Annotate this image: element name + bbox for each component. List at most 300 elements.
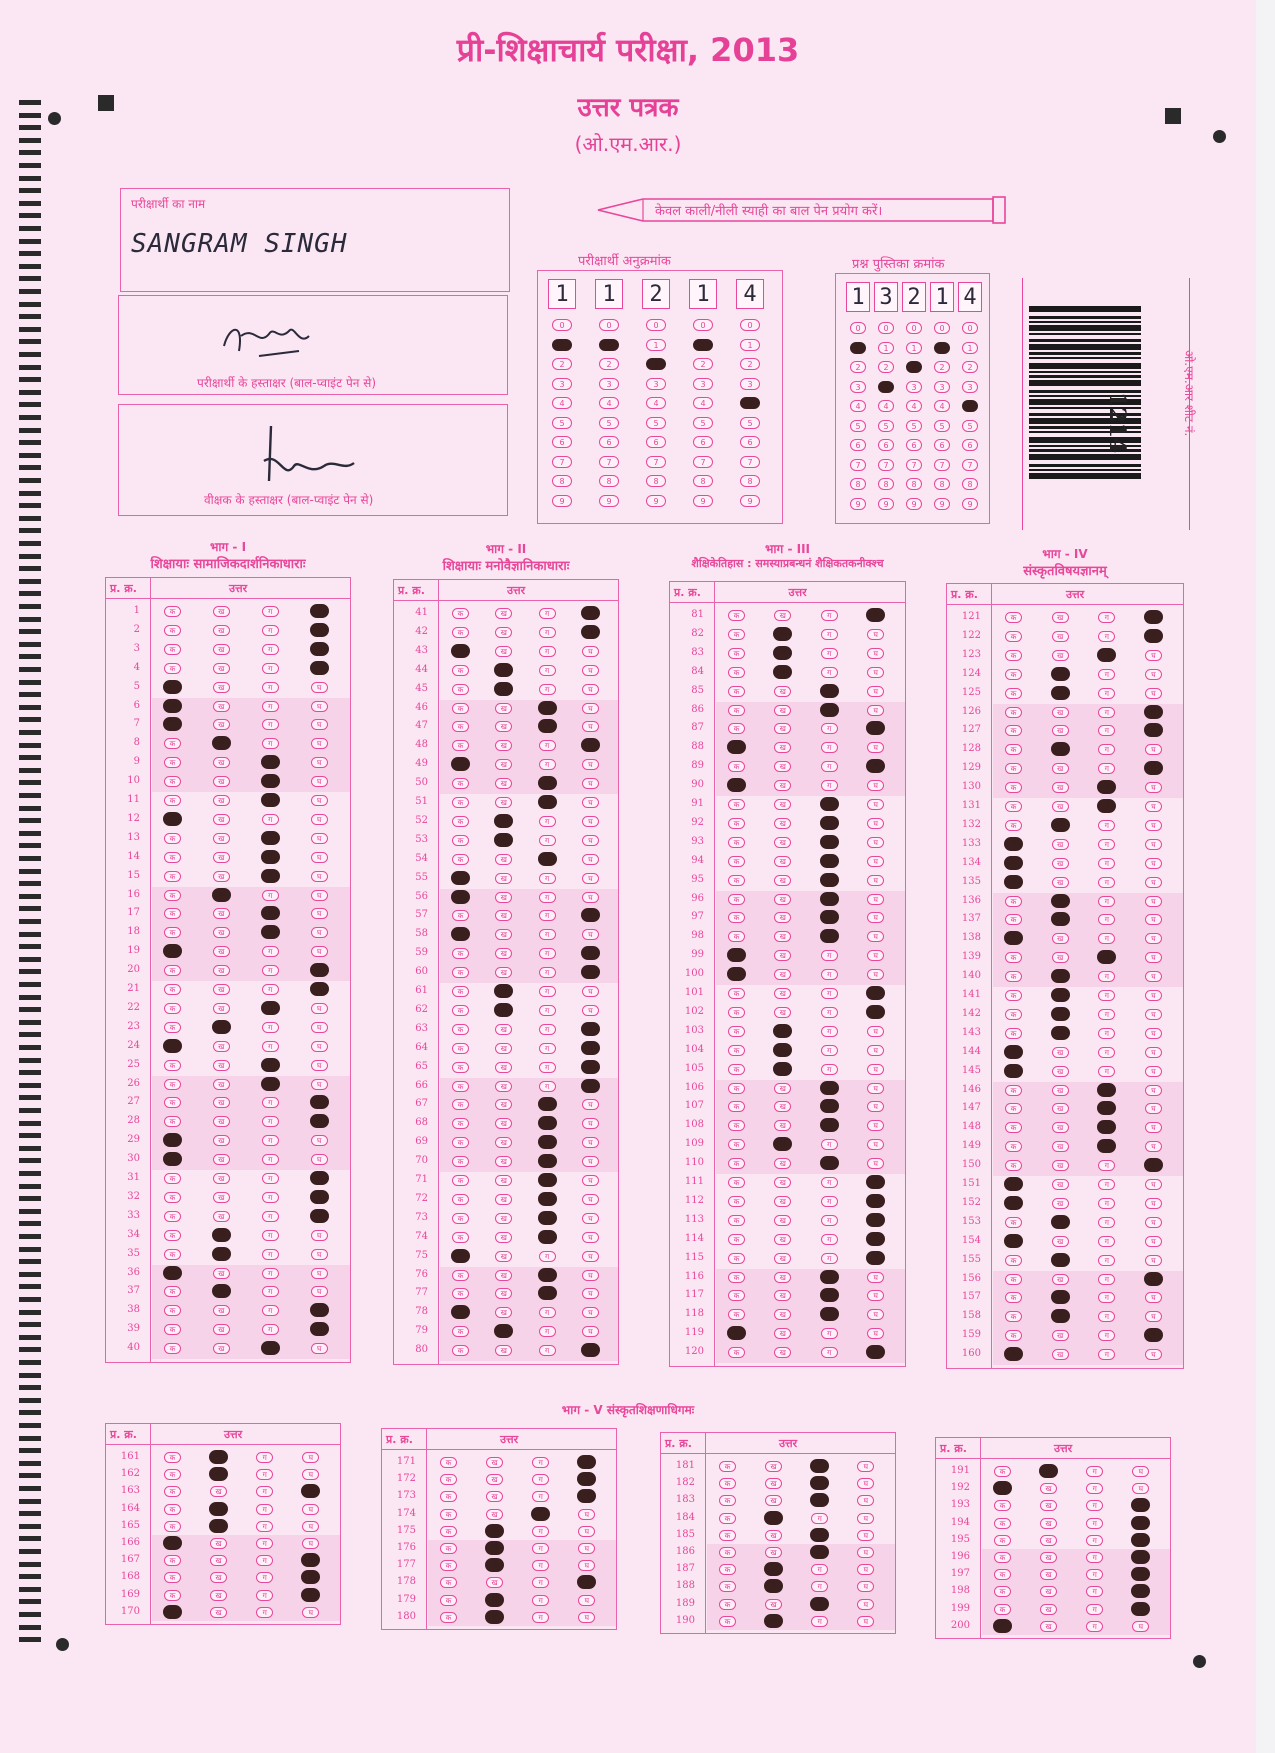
answer-bubble-q172-3[interactable]: ग: [532, 1474, 549, 1485]
answer-bubble-q99-1[interactable]: क: [727, 948, 746, 962]
roll-bubble-5-0[interactable]: 0: [740, 319, 760, 331]
answer-bubble-q87-3[interactable]: ग: [821, 723, 838, 734]
answer-bubble-q15-3[interactable]: ग: [261, 869, 280, 883]
answer-bubble-q84-1[interactable]: क: [728, 667, 745, 678]
answer-bubble-q27-3[interactable]: ग: [262, 1097, 279, 1108]
answer-bubble-q177-1[interactable]: क: [440, 1560, 457, 1571]
answer-bubble-q8-3[interactable]: ग: [262, 738, 279, 749]
answer-bubble-q31-2[interactable]: ख: [213, 1173, 230, 1184]
answer-bubble-q9-1[interactable]: क: [164, 757, 181, 768]
answer-bubble-q105-2[interactable]: ख: [773, 1062, 792, 1076]
answer-bubble-q46-2[interactable]: ख: [495, 703, 512, 714]
answer-bubble-q53-2[interactable]: ख: [494, 833, 513, 847]
answer-bubble-q25-2[interactable]: ख: [213, 1060, 230, 1071]
answer-bubble-q198-1[interactable]: क: [994, 1586, 1011, 1597]
answer-bubble-q194-3[interactable]: ग: [1086, 1518, 1103, 1529]
answer-bubble-q91-2[interactable]: ख: [774, 799, 791, 810]
answer-bubble-q121-1[interactable]: क: [1005, 612, 1022, 623]
answer-bubble-q196-1[interactable]: क: [994, 1552, 1011, 1563]
answer-bubble-q30-4[interactable]: घ: [311, 1154, 328, 1165]
answer-bubble-q81-1[interactable]: क: [728, 610, 745, 621]
answer-bubble-q73-1[interactable]: क: [452, 1213, 469, 1224]
answer-bubble-q175-1[interactable]: क: [440, 1526, 457, 1537]
answer-bubble-q166-2[interactable]: ख: [210, 1538, 227, 1549]
answer-bubble-q191-4[interactable]: घ: [1132, 1466, 1149, 1477]
answer-bubble-q130-1[interactable]: क: [1005, 782, 1022, 793]
answer-bubble-q175-2[interactable]: ख: [485, 1524, 504, 1538]
answer-bubble-q158-1[interactable]: क: [1005, 1311, 1022, 1322]
answer-bubble-q135-3[interactable]: ग: [1098, 877, 1115, 888]
roll-bubble-1-5[interactable]: 5: [552, 417, 572, 429]
answer-bubble-q1-3[interactable]: ग: [262, 606, 279, 617]
answer-bubble-q37-3[interactable]: ग: [262, 1286, 279, 1297]
answer-bubble-q109-4[interactable]: घ: [867, 1139, 884, 1150]
answer-bubble-q56-1[interactable]: क: [451, 890, 470, 904]
answer-bubble-q57-3[interactable]: ग: [539, 910, 556, 921]
booklet-bubble-5-9[interactable]: 9: [962, 498, 978, 510]
answer-bubble-q200-3[interactable]: ग: [1086, 1621, 1103, 1632]
answer-bubble-q104-2[interactable]: ख: [773, 1043, 792, 1057]
answer-bubble-q89-1[interactable]: क: [728, 761, 745, 772]
answer-bubble-q134-2[interactable]: ख: [1052, 858, 1069, 869]
answer-bubble-q123-1[interactable]: क: [1005, 650, 1022, 661]
answer-bubble-q167-4[interactable]: घ: [301, 1553, 320, 1567]
answer-bubble-q113-3[interactable]: ग: [821, 1215, 838, 1226]
answer-bubble-q136-2[interactable]: ख: [1051, 894, 1070, 908]
answer-bubble-q67-4[interactable]: घ: [582, 1099, 599, 1110]
answer-bubble-q30-2[interactable]: ख: [213, 1154, 230, 1165]
answer-bubble-q131-3[interactable]: ग: [1097, 799, 1116, 813]
answer-bubble-q155-3[interactable]: ग: [1098, 1255, 1115, 1266]
answer-bubble-q161-2[interactable]: ख: [209, 1450, 228, 1464]
answer-bubble-q58-1[interactable]: क: [451, 927, 470, 941]
answer-bubble-q67-1[interactable]: क: [452, 1099, 469, 1110]
answer-bubble-q79-1[interactable]: क: [452, 1326, 469, 1337]
answer-bubble-q34-3[interactable]: ग: [262, 1230, 279, 1241]
answer-bubble-q44-1[interactable]: क: [452, 665, 469, 676]
roll-bubble-4-7[interactable]: 7: [693, 456, 713, 468]
answer-bubble-q50-4[interactable]: घ: [582, 778, 599, 789]
answer-bubble-q91-1[interactable]: क: [728, 799, 745, 810]
answer-bubble-q40-2[interactable]: ख: [213, 1343, 230, 1354]
answer-bubble-q22-4[interactable]: घ: [311, 1003, 328, 1014]
answer-bubble-q153-3[interactable]: ग: [1098, 1217, 1115, 1228]
answer-bubble-q98-3[interactable]: ग: [820, 929, 839, 943]
answer-bubble-q108-1[interactable]: क: [728, 1120, 745, 1131]
answer-bubble-q108-4[interactable]: घ: [867, 1120, 884, 1131]
answer-bubble-q179-2[interactable]: ख: [485, 1593, 504, 1607]
answer-bubble-q181-3[interactable]: ग: [810, 1459, 829, 1473]
answer-bubble-q49-3[interactable]: ग: [539, 759, 556, 770]
answer-bubble-q35-2[interactable]: ख: [212, 1247, 231, 1261]
answer-bubble-q154-3[interactable]: ग: [1098, 1236, 1115, 1247]
answer-bubble-q21-2[interactable]: ख: [213, 984, 230, 995]
answer-bubble-q164-1[interactable]: क: [164, 1504, 181, 1515]
answer-bubble-q200-4[interactable]: घ: [1132, 1621, 1149, 1632]
answer-bubble-q152-2[interactable]: ख: [1052, 1198, 1069, 1209]
answer-bubble-q26-1[interactable]: क: [164, 1079, 181, 1090]
answer-bubble-q76-2[interactable]: ख: [495, 1270, 512, 1281]
answer-bubble-q13-3[interactable]: ग: [261, 831, 280, 845]
answer-bubble-q104-4[interactable]: घ: [867, 1045, 884, 1056]
answer-bubble-q78-3[interactable]: ग: [539, 1307, 556, 1318]
answer-bubble-q95-1[interactable]: क: [728, 875, 745, 886]
answer-bubble-q148-3[interactable]: ग: [1097, 1120, 1116, 1134]
answer-bubble-q111-3[interactable]: ग: [821, 1177, 838, 1188]
answer-bubble-q111-2[interactable]: ख: [774, 1177, 791, 1188]
answer-bubble-q178-1[interactable]: क: [440, 1577, 457, 1588]
answer-bubble-q131-2[interactable]: ख: [1052, 801, 1069, 812]
answer-bubble-q47-2[interactable]: ख: [495, 721, 512, 732]
answer-bubble-q84-2[interactable]: ख: [773, 665, 792, 679]
roll-bubble-2-9[interactable]: 9: [599, 495, 619, 507]
answer-bubble-q114-4[interactable]: घ: [866, 1232, 885, 1246]
answer-bubble-q139-4[interactable]: घ: [1145, 952, 1162, 963]
answer-bubble-q32-4[interactable]: घ: [310, 1190, 329, 1204]
answer-bubble-q150-4[interactable]: घ: [1144, 1158, 1163, 1172]
answer-bubble-q190-3[interactable]: ग: [811, 1616, 828, 1627]
answer-bubble-q174-1[interactable]: क: [440, 1509, 457, 1520]
answer-bubble-q84-4[interactable]: घ: [867, 667, 884, 678]
answer-bubble-q188-3[interactable]: ग: [811, 1581, 828, 1592]
answer-bubble-q148-4[interactable]: घ: [1145, 1122, 1162, 1133]
answer-bubble-q41-3[interactable]: ग: [539, 608, 556, 619]
answer-bubble-q191-1[interactable]: क: [994, 1466, 1011, 1477]
answer-bubble-q172-4[interactable]: घ: [577, 1472, 596, 1486]
answer-bubble-q60-3[interactable]: ग: [539, 967, 556, 978]
answer-bubble-q65-4[interactable]: घ: [581, 1060, 600, 1074]
answer-bubble-q15-1[interactable]: क: [164, 871, 181, 882]
answer-bubble-q51-4[interactable]: घ: [582, 797, 599, 808]
roll-bubble-1-7[interactable]: 7: [552, 456, 572, 468]
booklet-bubble-5-5[interactable]: 5: [962, 420, 978, 432]
answer-bubble-q29-3[interactable]: ग: [262, 1135, 279, 1146]
answer-bubble-q20-2[interactable]: ख: [213, 965, 230, 976]
answer-bubble-q34-2[interactable]: ख: [212, 1228, 231, 1242]
answer-bubble-q124-3[interactable]: ग: [1098, 669, 1115, 680]
answer-bubble-q39-1[interactable]: क: [164, 1324, 181, 1335]
answer-bubble-q195-3[interactable]: ग: [1086, 1535, 1103, 1546]
answer-bubble-q7-4[interactable]: घ: [311, 719, 328, 730]
answer-bubble-q129-2[interactable]: ख: [1052, 763, 1069, 774]
booklet-bubble-1-9[interactable]: 9: [850, 498, 866, 510]
answer-bubble-q28-2[interactable]: ख: [213, 1116, 230, 1127]
answer-bubble-q83-1[interactable]: क: [728, 648, 745, 659]
answer-bubble-q176-3[interactable]: ग: [532, 1543, 549, 1554]
answer-bubble-q84-3[interactable]: ग: [821, 667, 838, 678]
answer-bubble-q117-2[interactable]: ख: [774, 1290, 791, 1301]
answer-bubble-q192-4[interactable]: घ: [1132, 1483, 1149, 1494]
answer-bubble-q41-1[interactable]: क: [452, 608, 469, 619]
answer-bubble-q199-2[interactable]: ख: [1040, 1604, 1057, 1615]
answer-bubble-q82-4[interactable]: घ: [867, 629, 884, 640]
answer-bubble-q170-3[interactable]: ग: [256, 1607, 273, 1618]
answer-bubble-q114-3[interactable]: ग: [821, 1234, 838, 1245]
answer-bubble-q43-1[interactable]: क: [451, 644, 470, 658]
answer-bubble-q126-3[interactable]: ग: [1098, 707, 1115, 718]
answer-bubble-q68-1[interactable]: क: [452, 1118, 469, 1129]
roll-bubble-5-2[interactable]: 2: [740, 358, 760, 370]
answer-bubble-q96-4[interactable]: घ: [867, 894, 884, 905]
answer-bubble-q51-3[interactable]: ग: [538, 795, 557, 809]
answer-bubble-q40-4[interactable]: घ: [311, 1343, 328, 1354]
answer-bubble-q36-4[interactable]: घ: [311, 1268, 328, 1279]
answer-bubble-q109-2[interactable]: ख: [773, 1137, 792, 1151]
answer-bubble-q44-4[interactable]: घ: [582, 665, 599, 676]
answer-bubble-q16-4[interactable]: घ: [311, 890, 328, 901]
booklet-bubble-2-2[interactable]: 2: [878, 361, 894, 373]
answer-bubble-q113-2[interactable]: ख: [774, 1215, 791, 1226]
answer-bubble-q85-3[interactable]: ग: [820, 684, 839, 698]
answer-bubble-q194-1[interactable]: क: [994, 1518, 1011, 1529]
answer-bubble-q180-2[interactable]: ख: [485, 1610, 504, 1624]
answer-bubble-q3-2[interactable]: ख: [213, 644, 230, 655]
answer-bubble-q10-3[interactable]: ग: [261, 774, 280, 788]
answer-bubble-q5-1[interactable]: क: [163, 680, 182, 694]
answer-bubble-q58-3[interactable]: ग: [539, 929, 556, 940]
booklet-bubble-1-0[interactable]: 0: [850, 322, 866, 334]
answer-bubble-q185-2[interactable]: ख: [765, 1530, 782, 1541]
answer-bubble-q181-2[interactable]: ख: [765, 1461, 782, 1472]
answer-bubble-q133-3[interactable]: ग: [1098, 839, 1115, 850]
answer-bubble-q26-2[interactable]: ख: [213, 1079, 230, 1090]
answer-bubble-q116-3[interactable]: ग: [820, 1270, 839, 1284]
roll-bubble-5-6[interactable]: 6: [740, 436, 760, 448]
answer-bubble-q152-3[interactable]: ग: [1098, 1198, 1115, 1209]
answer-bubble-q150-3[interactable]: ग: [1098, 1160, 1115, 1171]
answer-bubble-q159-1[interactable]: क: [1005, 1330, 1022, 1341]
answer-bubble-q96-2[interactable]: ख: [774, 894, 791, 905]
booklet-bubble-5-2[interactable]: 2: [962, 361, 978, 373]
answer-bubble-q189-1[interactable]: क: [719, 1599, 736, 1610]
roll-bubble-1-4[interactable]: 4: [552, 397, 572, 409]
answer-bubble-q176-2[interactable]: ख: [485, 1541, 504, 1555]
answer-bubble-q36-1[interactable]: क: [163, 1266, 182, 1280]
answer-bubble-q28-1[interactable]: क: [164, 1116, 181, 1127]
answer-bubble-q195-4[interactable]: घ: [1131, 1533, 1150, 1547]
answer-bubble-q174-2[interactable]: ख: [486, 1509, 503, 1520]
answer-bubble-q110-1[interactable]: क: [728, 1158, 745, 1169]
answer-bubble-q22-2[interactable]: ख: [213, 1003, 230, 1014]
answer-bubble-q13-1[interactable]: क: [164, 833, 181, 844]
roll-bubble-1-2[interactable]: 2: [552, 358, 572, 370]
answer-bubble-q47-1[interactable]: क: [452, 721, 469, 732]
answer-bubble-q108-2[interactable]: ख: [774, 1120, 791, 1131]
answer-bubble-q145-4[interactable]: घ: [1145, 1066, 1162, 1077]
booklet-bubble-2-4[interactable]: 4: [878, 400, 894, 412]
answer-bubble-q107-4[interactable]: घ: [867, 1101, 884, 1112]
answer-bubble-q48-4[interactable]: घ: [581, 738, 600, 752]
answer-bubble-q107-1[interactable]: क: [728, 1101, 745, 1112]
answer-bubble-q97-4[interactable]: घ: [867, 912, 884, 923]
roll-bubble-3-4[interactable]: 4: [646, 397, 666, 409]
answer-bubble-q156-2[interactable]: ख: [1052, 1274, 1069, 1285]
answer-bubble-q57-1[interactable]: क: [452, 910, 469, 921]
answer-bubble-q29-1[interactable]: क: [163, 1133, 182, 1147]
answer-bubble-q139-1[interactable]: क: [1005, 952, 1022, 963]
answer-bubble-q162-3[interactable]: ग: [256, 1469, 273, 1480]
roll-bubble-4-0[interactable]: 0: [693, 319, 713, 331]
answer-bubble-q129-4[interactable]: घ: [1144, 761, 1163, 775]
answer-bubble-q52-3[interactable]: ग: [539, 816, 556, 827]
answer-bubble-q33-1[interactable]: क: [164, 1211, 181, 1222]
answer-bubble-q45-1[interactable]: क: [452, 684, 469, 695]
answer-bubble-q130-3[interactable]: ग: [1097, 780, 1116, 794]
answer-bubble-q123-2[interactable]: ख: [1052, 650, 1069, 661]
booklet-bubble-4-1[interactable]: 1: [934, 342, 950, 354]
booklet-bubble-1-3[interactable]: 3: [850, 381, 866, 393]
answer-bubble-q144-4[interactable]: घ: [1145, 1047, 1162, 1058]
roll-bubble-5-9[interactable]: 9: [740, 495, 760, 507]
answer-bubble-q115-4[interactable]: घ: [866, 1251, 885, 1265]
roll-bubble-3-0[interactable]: 0: [646, 319, 666, 331]
answer-bubble-q112-1[interactable]: क: [728, 1196, 745, 1207]
answer-bubble-q71-4[interactable]: घ: [582, 1175, 599, 1186]
answer-bubble-q10-4[interactable]: घ: [311, 776, 328, 787]
answer-bubble-q122-3[interactable]: ग: [1098, 631, 1115, 642]
answer-bubble-q83-3[interactable]: ग: [821, 648, 838, 659]
answer-bubble-q130-4[interactable]: घ: [1145, 782, 1162, 793]
answer-bubble-q96-1[interactable]: क: [728, 894, 745, 905]
answer-bubble-q18-3[interactable]: ग: [261, 925, 280, 939]
answer-bubble-q168-2[interactable]: ख: [210, 1572, 227, 1583]
answer-bubble-q150-2[interactable]: ख: [1052, 1160, 1069, 1171]
answer-bubble-q40-3[interactable]: ग: [261, 1341, 280, 1355]
answer-bubble-q55-2[interactable]: ख: [495, 873, 512, 884]
answer-bubble-q45-2[interactable]: ख: [494, 682, 513, 696]
answer-bubble-q37-1[interactable]: क: [164, 1286, 181, 1297]
answer-bubble-q192-1[interactable]: क: [993, 1481, 1012, 1495]
roll-bubble-5-7[interactable]: 7: [740, 456, 760, 468]
answer-bubble-q28-4[interactable]: घ: [310, 1114, 329, 1128]
answer-bubble-q66-2[interactable]: ख: [495, 1081, 512, 1092]
answer-bubble-q124-1[interactable]: क: [1005, 669, 1022, 680]
answer-bubble-q161-4[interactable]: घ: [302, 1452, 319, 1463]
answer-bubble-q125-4[interactable]: घ: [1145, 688, 1162, 699]
answer-bubble-q115-3[interactable]: ग: [821, 1253, 838, 1264]
answer-bubble-q55-1[interactable]: क: [451, 871, 470, 885]
answer-bubble-q108-3[interactable]: ग: [820, 1118, 839, 1132]
answer-bubble-q136-4[interactable]: घ: [1145, 896, 1162, 907]
answer-bubble-q109-1[interactable]: क: [728, 1139, 745, 1150]
answer-bubble-q24-1[interactable]: क: [163, 1039, 182, 1053]
answer-bubble-q179-1[interactable]: क: [440, 1595, 457, 1606]
answer-bubble-q197-2[interactable]: ख: [1040, 1569, 1057, 1580]
answer-bubble-q124-2[interactable]: ख: [1051, 667, 1070, 681]
answer-bubble-q46-1[interactable]: क: [452, 703, 469, 714]
answer-bubble-q190-2[interactable]: ख: [764, 1614, 783, 1628]
answer-bubble-q11-1[interactable]: क: [164, 795, 181, 806]
roll-bubble-2-6[interactable]: 6: [599, 436, 619, 448]
roll-bubble-4-8[interactable]: 8: [693, 475, 713, 487]
answer-bubble-q196-4[interactable]: घ: [1131, 1550, 1150, 1564]
answer-bubble-q69-1[interactable]: क: [452, 1137, 469, 1148]
answer-bubble-q148-1[interactable]: क: [1005, 1122, 1022, 1133]
answer-bubble-q187-2[interactable]: ख: [764, 1562, 783, 1576]
answer-bubble-q54-2[interactable]: ख: [495, 854, 512, 865]
answer-bubble-q57-4[interactable]: घ: [581, 908, 600, 922]
answer-bubble-q102-4[interactable]: घ: [866, 1005, 885, 1019]
answer-bubble-q6-2[interactable]: ख: [213, 701, 230, 712]
roll-bubble-4-4[interactable]: 4: [693, 397, 713, 409]
answer-bubble-q112-3[interactable]: ग: [821, 1196, 838, 1207]
answer-bubble-q35-3[interactable]: ग: [262, 1249, 279, 1260]
answer-bubble-q59-3[interactable]: ग: [539, 948, 556, 959]
answer-bubble-q50-3[interactable]: ग: [538, 776, 557, 790]
answer-bubble-q135-2[interactable]: ख: [1052, 877, 1069, 888]
answer-bubble-q105-1[interactable]: क: [728, 1064, 745, 1075]
answer-bubble-q12-3[interactable]: ग: [262, 814, 279, 825]
answer-bubble-q125-3[interactable]: ग: [1098, 688, 1115, 699]
answer-bubble-q64-2[interactable]: ख: [495, 1043, 512, 1054]
answer-bubble-q3-4[interactable]: घ: [310, 642, 329, 656]
answer-bubble-q32-3[interactable]: ग: [262, 1192, 279, 1203]
answer-bubble-q168-1[interactable]: क: [164, 1572, 181, 1583]
booklet-bubble-2-0[interactable]: 0: [878, 322, 894, 334]
answer-bubble-q82-1[interactable]: क: [728, 629, 745, 640]
answer-bubble-q75-1[interactable]: क: [451, 1249, 470, 1263]
answer-bubble-q31-4[interactable]: घ: [310, 1171, 329, 1185]
answer-bubble-q50-1[interactable]: क: [452, 778, 469, 789]
answer-bubble-q163-3[interactable]: ग: [256, 1486, 273, 1497]
answer-bubble-q16-1[interactable]: क: [164, 890, 181, 901]
answer-bubble-q73-4[interactable]: घ: [582, 1213, 599, 1224]
answer-bubble-q9-4[interactable]: घ: [311, 757, 328, 768]
answer-bubble-q177-3[interactable]: ग: [532, 1560, 549, 1571]
answer-bubble-q90-3[interactable]: ग: [821, 780, 838, 791]
roll-bubble-4-6[interactable]: 6: [693, 436, 713, 448]
answer-bubble-q116-4[interactable]: घ: [867, 1272, 884, 1283]
answer-bubble-q140-4[interactable]: घ: [1145, 971, 1162, 982]
answer-bubble-q121-4[interactable]: घ: [1144, 610, 1163, 624]
booklet-bubble-3-5[interactable]: 5: [906, 420, 922, 432]
roll-bubble-2-7[interactable]: 7: [599, 456, 619, 468]
answer-bubble-q162-4[interactable]: घ: [302, 1469, 319, 1480]
answer-bubble-q43-2[interactable]: ख: [495, 646, 512, 657]
roll-bubble-5-3[interactable]: 3: [740, 378, 760, 390]
roll-bubble-1-0[interactable]: 0: [552, 319, 572, 331]
answer-bubble-q48-1[interactable]: क: [452, 740, 469, 751]
answer-bubble-q142-1[interactable]: क: [1005, 1009, 1022, 1020]
answer-bubble-q25-1[interactable]: क: [164, 1060, 181, 1071]
answer-bubble-q129-1[interactable]: क: [1005, 763, 1022, 774]
answer-bubble-q77-3[interactable]: ग: [538, 1286, 557, 1300]
answer-bubble-q94-2[interactable]: ख: [774, 856, 791, 867]
answer-bubble-q197-1[interactable]: क: [994, 1569, 1011, 1580]
answer-bubble-q123-3[interactable]: ग: [1097, 648, 1116, 662]
answer-bubble-q102-1[interactable]: क: [728, 1007, 745, 1018]
answer-bubble-q42-3[interactable]: ग: [539, 627, 556, 638]
answer-bubble-q131-1[interactable]: क: [1005, 801, 1022, 812]
answer-bubble-q100-4[interactable]: घ: [867, 969, 884, 980]
answer-bubble-q146-2[interactable]: ख: [1052, 1085, 1069, 1096]
answer-bubble-q38-3[interactable]: ग: [262, 1305, 279, 1316]
answer-bubble-q6-3[interactable]: ग: [262, 701, 279, 712]
answer-bubble-q91-4[interactable]: घ: [867, 799, 884, 810]
answer-bubble-q41-2[interactable]: ख: [495, 608, 512, 619]
answer-bubble-q194-4[interactable]: घ: [1131, 1516, 1150, 1530]
answer-bubble-q188-2[interactable]: ख: [764, 1579, 783, 1593]
answer-bubble-q24-3[interactable]: ग: [262, 1041, 279, 1052]
answer-bubble-q21-1[interactable]: क: [164, 984, 181, 995]
answer-bubble-q69-4[interactable]: घ: [582, 1137, 599, 1148]
answer-bubble-q154-2[interactable]: ख: [1052, 1236, 1069, 1247]
answer-bubble-q2-2[interactable]: ख: [213, 625, 230, 636]
answer-bubble-q142-3[interactable]: ग: [1098, 1009, 1115, 1020]
answer-bubble-q158-2[interactable]: ख: [1051, 1309, 1070, 1323]
booklet-bubble-3-0[interactable]: 0: [906, 322, 922, 334]
answer-bubble-q88-1[interactable]: क: [727, 740, 746, 754]
